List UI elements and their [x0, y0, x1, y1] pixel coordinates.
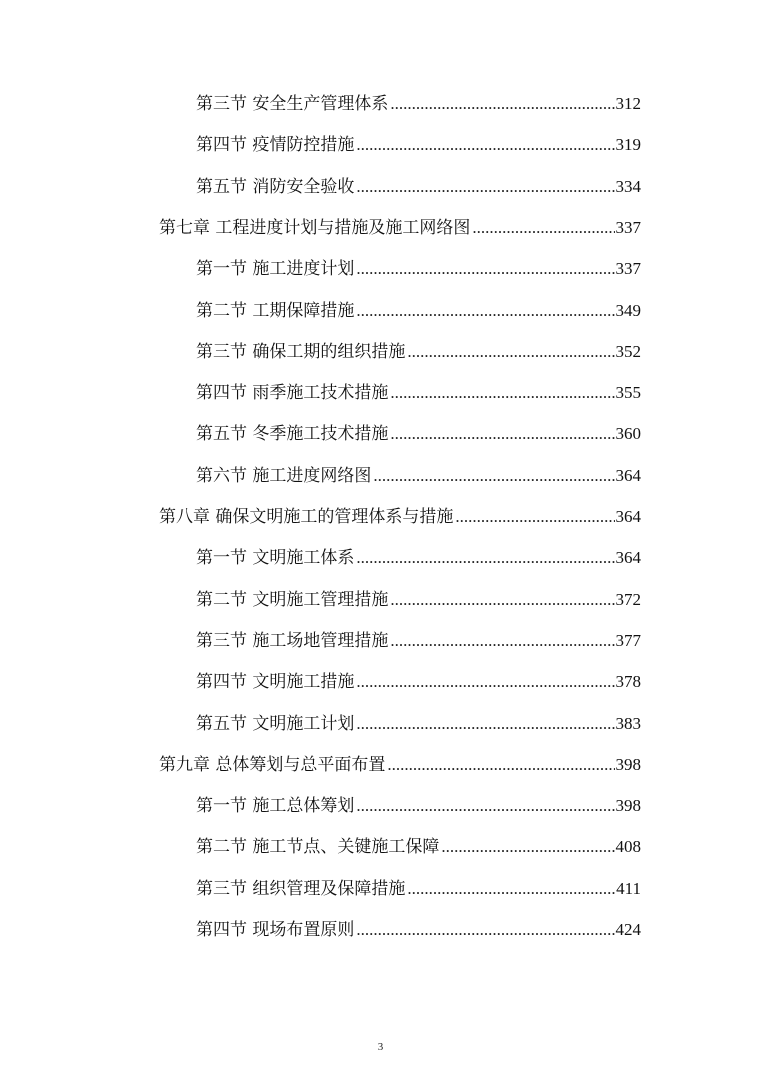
toc-dot-leader [407, 337, 614, 367]
toc-entry-section[interactable] [196, 89, 641, 119]
toc-dot-leader [390, 419, 614, 449]
toc-entry-section[interactable] [196, 296, 641, 326]
toc-entry-title: 第四节 文明施工措施 [196, 672, 355, 693]
toc-entry-page: 364 [615, 507, 641, 526]
toc-entry-section[interactable] [196, 709, 641, 739]
toc-entry-page: 383 [615, 713, 641, 733]
toc-entry-page: 364 [615, 548, 641, 568]
toc-entry-page: 319 [615, 135, 641, 155]
toc-entry-section[interactable] [196, 337, 641, 367]
toc-entry-page: 355 [615, 383, 641, 403]
toc-dot-leader [390, 626, 614, 656]
toc-entry-title: 第三节 组织管理及保障措施 [196, 878, 406, 899]
toc-entry-title: 第二节 工期保障措施 [196, 300, 355, 321]
toc-dot-leader [390, 378, 614, 408]
toc-dot-leader [441, 832, 614, 862]
toc-entry-chapter[interactable] [159, 213, 641, 243]
toc-entry-page: 364 [615, 465, 641, 485]
toc-dot-leader [356, 543, 614, 573]
toc-entry-section[interactable] [196, 419, 641, 449]
toc-entry-title: 第二节 文明施工管理措施 [196, 589, 389, 610]
toc-dot-leader [455, 502, 614, 532]
toc-entry-page: 360 [615, 424, 641, 444]
toc-entry-title: 第四节 雨季施工技术措施 [196, 383, 389, 404]
toc-dot-leader [387, 750, 614, 780]
toc-entry-page: 334 [615, 176, 641, 196]
page-number: 3 [377, 1041, 384, 1053]
toc-entry-page: 398 [615, 754, 641, 774]
toc-entry-title: 第一节 施工进度计划 [196, 259, 355, 280]
toc-entry-page: 411 [616, 878, 641, 898]
toc-entry-section[interactable] [196, 585, 641, 615]
toc-entry-title: 第五节 文明施工计划 [196, 713, 355, 734]
toc-entry-section[interactable] [196, 378, 641, 408]
toc-dot-leader [356, 709, 614, 739]
toc-dot-leader [472, 213, 614, 243]
toc-entry-page: 378 [615, 672, 641, 692]
toc-dot-leader [373, 461, 614, 491]
toc-entry-section[interactable] [196, 543, 641, 573]
toc-entry-section[interactable] [196, 874, 641, 904]
toc-dot-leader [356, 915, 614, 945]
toc-entry-page: 372 [615, 589, 641, 609]
toc-dot-leader [356, 254, 614, 284]
toc-entry-title: 第一节 施工总体筹划 [196, 796, 355, 817]
toc-entry-section[interactable] [196, 172, 641, 202]
toc-entry-title: 第七章 工程进度计划与措施及施工网络图 [159, 217, 471, 238]
toc-entry-section[interactable] [196, 667, 641, 697]
toc-entry-title: 第四节 现场布置原则 [196, 920, 355, 940]
toc-dot-leader [356, 172, 614, 202]
toc-entry-title: 第五节 冬季施工技术措施 [196, 424, 389, 445]
toc-entry-section[interactable] [196, 791, 641, 821]
toc-entry-section[interactable] [196, 626, 641, 656]
toc-dot-leader [356, 296, 614, 326]
toc-entry-title: 第三节 安全生产管理体系 [196, 94, 389, 114]
toc-entry-page: 337 [615, 217, 641, 237]
toc-dot-leader [390, 585, 614, 615]
toc-entry-title: 第五节 消防安全验收 [196, 176, 355, 197]
toc-entry-page: 349 [615, 300, 641, 320]
toc-entry-chapter[interactable] [159, 750, 641, 780]
toc-entry-page: 408 [615, 837, 641, 857]
toc-entry-page: 312 [615, 94, 641, 113]
toc-dot-leader [356, 667, 614, 697]
toc-entry-page: 352 [615, 341, 641, 361]
toc-entry-page: 337 [615, 259, 641, 279]
toc-entry-section[interactable] [196, 130, 641, 160]
toc-dot-leader [356, 791, 614, 821]
toc-dot-leader [407, 874, 615, 904]
toc-dot-leader [390, 89, 614, 119]
toc-entry-chapter[interactable] [159, 502, 641, 532]
toc-entry-title: 第三节 确保工期的组织措施 [196, 341, 406, 362]
toc-entry-title: 第三节 施工场地管理措施 [196, 630, 389, 651]
toc-dot-leader [356, 130, 614, 160]
toc-entry-page: 377 [615, 630, 641, 650]
toc-entry-title: 第二节 施工节点、关键施工保障 [196, 837, 440, 858]
toc-entry-title: 第六节 施工进度网络图 [196, 465, 372, 486]
toc-entry-page: 398 [615, 796, 641, 816]
toc-entry-title: 第四节 疫情防控措施 [196, 135, 355, 156]
toc-entry-title: 第八章 确保文明施工的管理体系与措施 [159, 507, 454, 527]
toc-entry-section[interactable] [196, 461, 641, 491]
toc-entry-title: 第九章 总体筹划与总平面布置 [159, 754, 386, 775]
toc-entry-section[interactable] [196, 915, 641, 945]
toc-entry-section[interactable] [196, 254, 641, 284]
toc-entry-title: 第一节 文明施工体系 [196, 548, 355, 569]
toc-entry-section[interactable] [196, 832, 641, 862]
toc-entry-page: 424 [615, 920, 641, 939]
